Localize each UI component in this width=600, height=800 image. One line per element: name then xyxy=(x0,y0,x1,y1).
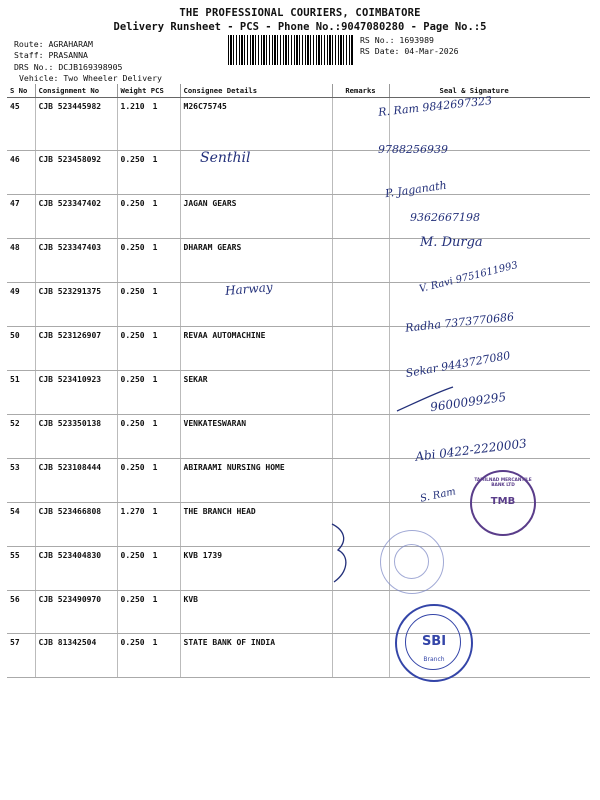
row-sno: 54 xyxy=(7,503,35,547)
row-pcs: 1 xyxy=(152,375,158,384)
row-sno: 48 xyxy=(7,239,35,283)
drs-label: DRS No.: DCJB169398905 xyxy=(14,62,123,72)
row-weight: 0.250 xyxy=(120,243,145,252)
row-consignment: CJB 523404830 xyxy=(35,547,117,591)
row-consignee: ABIRAAMI NURSING HOME xyxy=(180,459,332,503)
row-weight: 0.250 xyxy=(120,155,145,164)
row-consignee: STATE BANK OF INDIA xyxy=(180,634,332,678)
row-weight-pcs xyxy=(117,503,180,547)
vehicle-label: Vehicle: Two Wheeler Delivery xyxy=(19,73,162,83)
handwriting-49-sig: V. Ravi 9751611993 xyxy=(418,259,520,296)
row-consignment: CJB 81342504 xyxy=(35,634,117,678)
row-remarks xyxy=(332,195,389,239)
row-remarks xyxy=(332,371,389,415)
row-remarks xyxy=(332,459,389,503)
row-sno: 56 xyxy=(7,591,35,634)
row-sno: 52 xyxy=(7,415,35,459)
row-pcs: 1 xyxy=(152,595,158,604)
row-pcs: 1 xyxy=(152,463,158,472)
row-pcs: 1 xyxy=(152,287,158,296)
header-signature: Seal & Signature xyxy=(389,84,590,98)
handwriting-54: S. Ram xyxy=(419,486,457,505)
row-remarks xyxy=(332,239,389,283)
rs-number: RS No.: 1693989 xyxy=(360,35,434,45)
handwriting-52: 9600099295 xyxy=(429,389,507,415)
row-consignment: CJB 523445982 xyxy=(35,98,117,151)
row-consignment: CJB 523350138 xyxy=(35,415,117,459)
row-pcs: 1 xyxy=(152,419,158,428)
table-row xyxy=(7,591,590,634)
row-weight-pcs xyxy=(117,195,180,239)
row-weight: 1.270 xyxy=(120,507,145,516)
handwriting-47-num: 9362667198 xyxy=(410,211,480,224)
row-weight: 0.250 xyxy=(120,551,145,560)
row-weight-pcs xyxy=(117,327,180,371)
row-pcs: 1 xyxy=(152,102,158,111)
row-sno: 53 xyxy=(7,459,35,503)
row-weight: 0.250 xyxy=(120,595,145,604)
row-weight-pcs xyxy=(117,283,180,327)
row-weight-pcs xyxy=(117,634,180,678)
staff-label: Staff: PRASANNA xyxy=(14,50,88,60)
handwriting-49-name: Harway xyxy=(224,279,274,299)
row-weight: 0.250 xyxy=(120,463,145,472)
row-sno: 55 xyxy=(7,547,35,591)
row-consignment: CJB 523410923 xyxy=(35,371,117,415)
row-weight-pcs xyxy=(117,371,180,415)
tmb-bank-seal xyxy=(470,470,536,536)
row-weight-pcs xyxy=(117,459,180,503)
handwriting-48: M. Durga xyxy=(420,235,483,250)
row-consignment: CJB 523347402 xyxy=(35,195,117,239)
row-weight-pcs xyxy=(117,239,180,283)
row-remarks xyxy=(332,151,389,195)
runsheet-title: THE PROFESSIONAL COURIERS, COIMBATORE xyxy=(179,7,421,19)
row-weight: 0.250 xyxy=(120,419,145,428)
row-consignment: CJB 523108444 xyxy=(35,459,117,503)
table-row xyxy=(7,98,590,151)
row-remarks xyxy=(332,327,389,371)
handwriting-46-num: 9788256939 xyxy=(378,143,448,156)
row-consignee: KVB xyxy=(180,591,332,634)
rs-date: RS Date: 04-Mar-2026 xyxy=(360,46,459,56)
table-header-row xyxy=(7,84,590,98)
row-weight: 0.250 xyxy=(120,638,145,647)
row-consignee: REVAA AUTOMACHINE xyxy=(180,327,332,371)
row-remarks xyxy=(332,591,389,634)
row-sno: 46 xyxy=(7,151,35,195)
header-remarks: Remarks xyxy=(332,84,389,98)
row-consignee: DHARAM GEARS xyxy=(180,239,332,283)
row-weight-pcs xyxy=(117,415,180,459)
row-consignee: VENKATESWARAN xyxy=(180,415,332,459)
row-weight: 0.250 xyxy=(120,331,145,340)
row-sno: 47 xyxy=(7,195,35,239)
row-remarks xyxy=(332,415,389,459)
sbi-seal-branch: Branch xyxy=(423,656,445,663)
row-sno: 50 xyxy=(7,327,35,371)
row-pcs: 1 xyxy=(152,199,158,208)
signature-scribble-55 xyxy=(326,520,356,590)
header-weight-pcs: Weight PCS xyxy=(117,84,180,98)
sbi-bank-seal xyxy=(395,604,473,682)
row-consignee: M26C75745 xyxy=(180,98,332,151)
table-row xyxy=(7,239,590,283)
header-consignment: Consignment No xyxy=(35,84,117,98)
route-label: Route: AGRAHARAM xyxy=(14,39,93,49)
signature-scribble-52 xyxy=(395,385,455,415)
runsheet-subtitle: Delivery Runsheet - PCS - Phone No.:9047080280 - Page No.:5 xyxy=(113,21,487,33)
row-consignee: THE BRANCH HEAD xyxy=(180,503,332,547)
row-remarks xyxy=(332,283,389,327)
row-weight: 0.250 xyxy=(120,287,145,296)
barcode-image xyxy=(228,35,354,65)
row-consignment: CJB 523347403 xyxy=(35,239,117,283)
sbi-seal-logo: SBI xyxy=(421,634,447,649)
row-sno: 51 xyxy=(7,371,35,415)
row-sno: 49 xyxy=(7,283,35,327)
row-pcs: 1 xyxy=(152,507,158,516)
header-sno: S No xyxy=(7,84,35,98)
row-pcs: 1 xyxy=(152,331,158,340)
handwriting-47: P. Jaganath xyxy=(384,178,448,201)
row-consignment: CJB 523126907 xyxy=(35,327,117,371)
row-weight-pcs xyxy=(117,547,180,591)
table-row xyxy=(7,151,590,195)
row-consignment: CJB 523466808 xyxy=(35,503,117,547)
row-weight: 0.250 xyxy=(120,199,145,208)
tmb-seal-name: TAMILNAD MERCANTILE BANK LTD xyxy=(474,478,532,488)
handwriting-45: R. Ram 9842697323 xyxy=(377,94,493,119)
runsheet-table xyxy=(7,84,590,678)
row-weight-pcs xyxy=(117,151,180,195)
row-sno: 57 xyxy=(7,634,35,678)
row-consignment: CJB 523490970 xyxy=(35,591,117,634)
row-pcs: 1 xyxy=(152,551,158,560)
row-weight: 0.250 xyxy=(120,375,145,384)
row-consignee: JAGAN GEARS xyxy=(180,195,332,239)
row-weight-pcs xyxy=(117,98,180,151)
row-remarks xyxy=(332,634,389,678)
handwriting-46-name: Senthil xyxy=(200,150,251,166)
table-row xyxy=(7,327,590,371)
row-sno: 45 xyxy=(7,98,35,151)
handwriting-50: Radha 7373770686 xyxy=(404,310,515,335)
table-row xyxy=(7,195,590,239)
table-row xyxy=(7,547,590,591)
table-row xyxy=(7,634,590,678)
tmb-seal-logo: TMB xyxy=(490,496,516,507)
row-pcs: 1 xyxy=(152,243,158,252)
row-weight: 1.210 xyxy=(120,102,145,111)
row-pcs: 1 xyxy=(152,638,158,647)
row-weight-pcs xyxy=(117,591,180,634)
handwriting-51: Sekar 9443727080 xyxy=(404,348,512,381)
header-consignee: Consignee Details xyxy=(180,84,332,98)
row-pcs: 1 xyxy=(152,155,158,164)
row-consignment: CJB 523458092 xyxy=(35,151,117,195)
row-consignee: SEKAR xyxy=(180,371,332,415)
row-consignment: CJB 523291375 xyxy=(35,283,117,327)
row-consignee: KVB 1739 xyxy=(180,547,332,591)
faint-round-seal xyxy=(380,530,444,594)
handwriting-53: Abi 0422-2220003 xyxy=(414,436,528,464)
